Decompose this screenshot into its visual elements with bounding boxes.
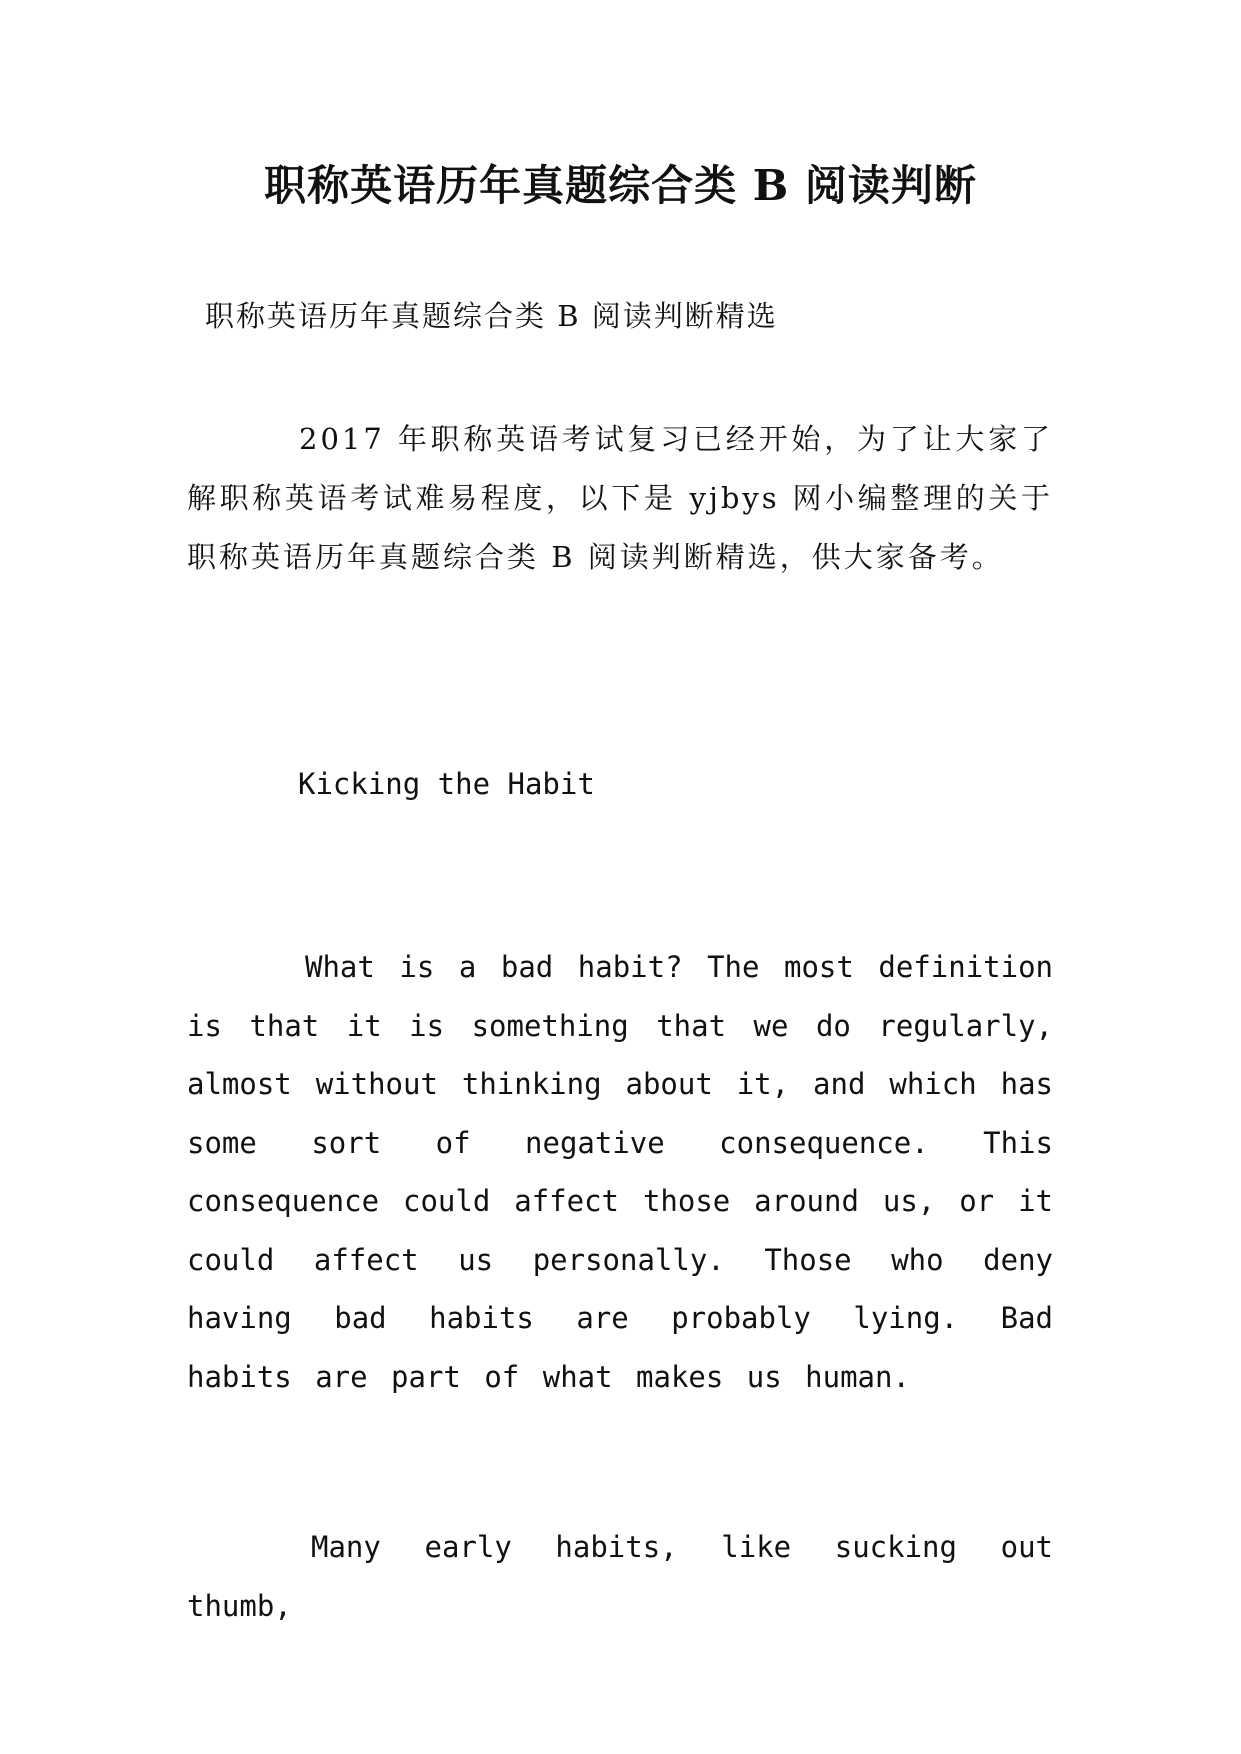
intro-paragraph: 2017 年职称英语考试复习已经开始，为了让大家了解职称英语考试难易程度，以下是 yjbys 网小编整理的关于职称英语历年真题综合类 B 阅读判断精选，供大家备考。 (187, 422, 1053, 574)
passage-paragraph-1: What is a bad habit? The most definition is that it is something that we do regularly, almost without thinking about it, and which has some sort of negative consequence. This consequence could affect those around us, or it could affect us personally. Those who deny having bad habits are probably lying. Bad habits are part of what makes us human. (187, 950, 1053, 1394)
passage-title: Kicking the Habit (298, 767, 595, 801)
document-subtitle: 职称英语历年真题综合类 B 阅读判断精选 (205, 299, 778, 333)
passage-paragraph-2: Many early habits, like sucking out thumb, (187, 1530, 1053, 1623)
document-title: 职称英语历年真题综合类 B 阅读判断 (264, 161, 977, 210)
